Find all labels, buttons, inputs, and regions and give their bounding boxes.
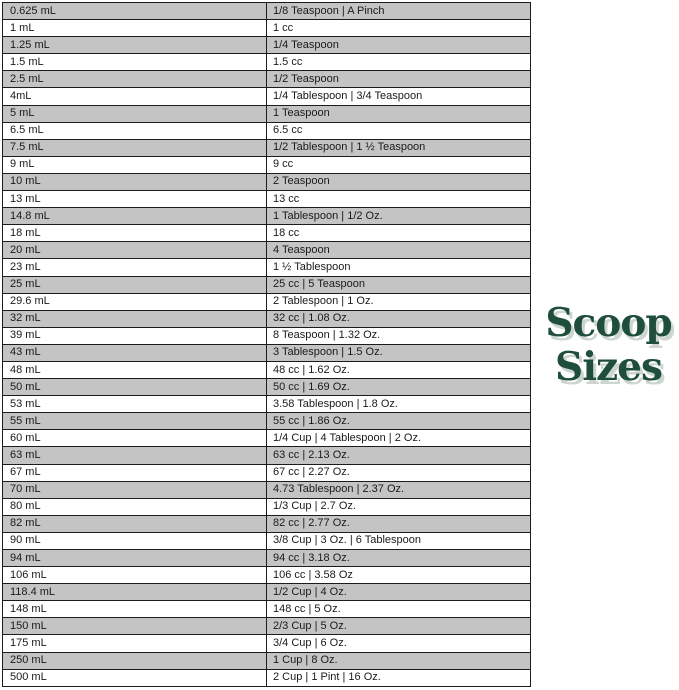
table-row [3,413,530,430]
equivalent-cell: 1 ½ Tablespoon [273,260,351,273]
equivalent-cell: 2 Teaspoon [273,175,330,188]
ml-cell: 1 mL [3,20,267,36]
table-row [3,157,530,174]
equivalent-cell: 82 cc | 2.77 Oz. [273,517,350,530]
table-row [3,345,530,362]
table-row [3,277,530,294]
equivalent-cell: 1.5 cc [273,55,303,68]
table-row [3,362,530,379]
ml-cell: 1.5 mL [3,54,267,70]
table-row [3,430,530,447]
equivalent-cell: 148 cc | 5 Oz. [273,602,341,615]
table-row [3,37,530,54]
ml-cell: 118.4 mL [3,584,267,600]
ml-cell: 63 mL [3,447,267,463]
equivalent-cell: 13 cc [273,192,300,205]
ml-cell: 50 mL [3,379,267,395]
table-row [3,54,530,71]
ml-cell: 500 mL [3,670,267,686]
ml-cell: 250 mL [3,653,267,669]
equivalent-cell: 1/2 Teaspoon [273,72,339,85]
table-row [3,294,530,311]
logo-word-scoop: Scoop [545,300,672,346]
ml-cell: 7.5 mL [3,140,267,156]
ml-cell: 23 mL [3,259,267,275]
equivalent-cell: 63 cc | 2.13 Oz. [273,448,350,461]
equivalent-cell: 25 cc | 5 Teaspoon [273,278,365,291]
table-row [3,567,530,584]
equivalent-cell: 1/4 Tablespoon | 3/4 Teaspoon [273,90,423,103]
equivalent-cell: 67 cc | 2.27 Oz. [273,466,350,479]
ml-cell: 9 mL [3,157,267,173]
ml-cell: 43 mL [3,345,267,361]
table-row [3,465,530,482]
equivalent-cell: 1/3 Cup | 2.7 Oz. [273,500,356,513]
equivalent-cell: 2 Tablespoon | 1 Oz. [273,295,374,308]
scoop-sizes-logo [538,301,679,389]
table-row [3,242,530,259]
ml-cell: 82 mL [3,516,267,532]
ml-cell: 6.5 mL [3,123,267,139]
ml-cell: 10 mL [3,174,267,190]
logo-word-sizes: Sizes [555,344,662,390]
equivalent-cell: 18 cc [273,226,300,239]
ml-cell: 90 mL [3,533,267,549]
equivalent-cell: 48 cc | 1.62 Oz. [273,363,350,376]
equivalent-cell: 1 Teaspoon [273,107,330,120]
ml-cell: 20 mL [3,242,267,258]
table-row [3,106,530,123]
ml-cell: 39 mL [3,328,267,344]
equivalent-cell: 4.73 Tablespoon | 2.37 Oz. [273,483,405,496]
equivalent-cell: 9 cc [273,158,294,171]
ml-cell: 5 mL [3,106,267,122]
ml-cell: 70 mL [3,482,267,498]
equivalent-cell: 1/8 Teaspoon | A Pinch [273,4,385,17]
table-row [3,396,530,413]
ml-cell: 175 mL [3,635,267,651]
ml-cell: 18 mL [3,225,267,241]
table-row [3,482,530,499]
equivalent-cell: 1/4 Teaspoon [273,38,339,51]
table-row [3,328,530,345]
table-row [3,311,530,328]
ml-cell: 60 mL [3,430,267,446]
table-row [3,601,530,618]
ml-cell: 29.6 mL [3,294,267,310]
equivalent-cell: 55 cc | 1.86 Oz. [273,414,350,427]
table-row [3,533,530,550]
table-row [3,670,530,686]
table-row [3,379,530,396]
equivalent-cell: 106 cc | 3.58 Oz [273,568,353,581]
equivalent-cell: 1 Cup | 8 Oz. [273,654,338,667]
equivalent-cell: 2/3 Cup | 5 Oz. [273,619,347,632]
ml-cell: 106 mL [3,567,267,583]
table-row [3,140,530,157]
equivalent-cell: 1/2 Tablespoon | 1 ½ Teaspoon [273,141,426,154]
table-row [3,20,530,37]
table-row [3,635,530,652]
scoop-size-table [2,2,531,687]
equivalent-cell: 2 Cup | 1 Pint | 16 Oz. [273,671,381,684]
table-row [3,516,530,533]
equivalent-cell: 4 Teaspoon [273,243,330,256]
ml-cell: 25 mL [3,277,267,293]
table-row [3,653,530,670]
table-row [3,123,530,140]
ml-cell: 67 mL [3,465,267,481]
table-row [3,191,530,208]
equivalent-cell: 3.58 Tablespoon | 1.8 Oz. [273,397,398,410]
ml-cell: 1.25 mL [3,37,267,53]
table-row [3,499,530,516]
ml-cell: 94 mL [3,550,267,566]
table-row [3,71,530,88]
table-row [3,88,530,105]
table-row [3,584,530,601]
equivalent-cell: 3/8 Cup | 3 Oz. | 6 Tablespoon [273,534,421,547]
ml-cell: 14.8 mL [3,208,267,224]
equivalent-cell: 8 Teaspoon | 1.32 Oz. [273,329,381,342]
equivalent-cell: 1/4 Cup | 4 Tablespoon | 2 Oz. [273,431,421,444]
equivalent-cell: 1 cc [273,21,294,34]
ml-cell: 4mL [3,88,267,104]
equivalent-cell: 6.5 cc [273,124,303,137]
ml-cell: 48 mL [3,362,267,378]
ml-cell: 150 mL [3,618,267,634]
ml-cell: 0.625 mL [3,3,267,19]
ml-cell: 55 mL [3,413,267,429]
equivalent-cell: 1/2 Cup | 4 Oz. [273,585,347,598]
table-row [3,208,530,225]
equivalent-cell: 50 cc | 1.69 Oz. [273,380,350,393]
table-row [3,225,530,242]
ml-cell: 53 mL [3,396,267,412]
equivalent-cell: 3 Tablespoon | 1.5 Oz. [273,346,383,359]
equivalent-cell: 32 cc | 1.08 Oz. [273,312,350,325]
table-row [3,618,530,635]
ml-cell: 148 mL [3,601,267,617]
ml-cell: 32 mL [3,311,267,327]
ml-cell: 80 mL [3,499,267,515]
ml-cell: 2.5 mL [3,71,267,87]
table-row [3,174,530,191]
table-row [3,3,530,20]
equivalent-cell: 94 cc | 3.18 Oz. [273,551,350,564]
table-row [3,550,530,567]
table-row [3,447,530,464]
equivalent-cell: 3/4 Cup | 6 Oz. [273,637,347,650]
ml-cell: 13 mL [3,191,267,207]
table-row [3,259,530,276]
equivalent-cell: 1 Tablespoon | 1/2 Oz. [273,209,383,222]
